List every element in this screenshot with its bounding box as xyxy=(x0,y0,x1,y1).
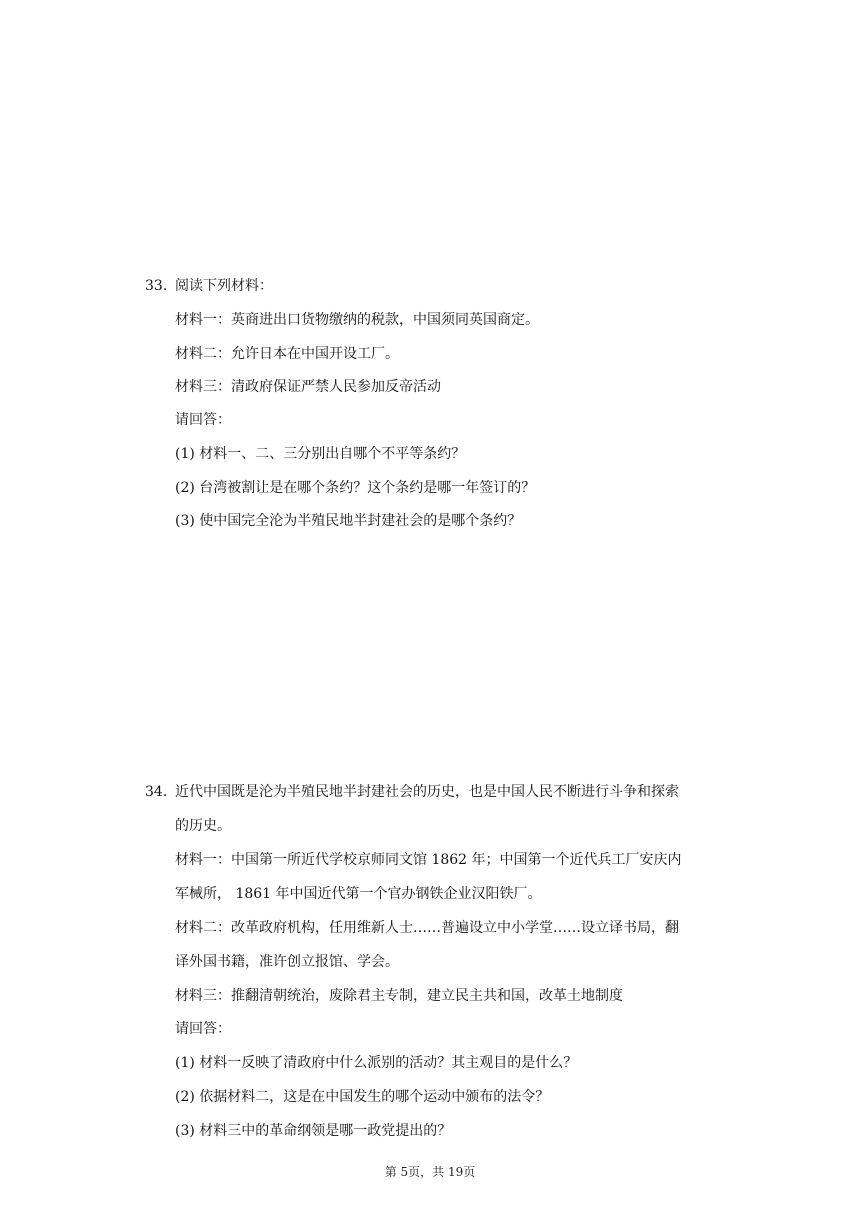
question-34-prompt: 请回答： xyxy=(175,1021,231,1037)
page-number: 第 5页，共 19页 xyxy=(384,1165,476,1179)
question-33-subquestion-3: (3) 使中国完全沦为半殖民地半封建社会的是哪个条约？ xyxy=(175,513,522,529)
question-33-material-1: 材料一：英商进出口货物缴纳的税款，中国须同英国商定。 xyxy=(175,312,539,328)
question-34-material-line-4: 译外国书籍，准许创立报馆、学会。 xyxy=(175,954,399,970)
question-34-material-line-1: 材料一：中国第一所近代学校京师同文馆 1862 年；中国第一个近代兵工厂安庆内 xyxy=(175,852,682,868)
question-34-number: 34. xyxy=(145,784,168,800)
page-footer xyxy=(0,1164,860,1180)
question-34-subquestion-3: (3) 材料三中的革命纲领是哪一政党提出的？ xyxy=(175,1123,452,1139)
question-34-material-line-5: 材料三：推翻清朝统治，废除君主专制，建立民主共和国，改革土地制度 xyxy=(175,988,623,1004)
question-33-number: 33. xyxy=(145,278,168,294)
question-33-stem: 阅读下列材料： xyxy=(175,278,273,294)
question-34-subquestion-1: (1) 材料一反映了清政府中什么派别的活动？其主观目的是什么？ xyxy=(175,1055,578,1071)
question-33-material-3: 材料三：清政府保证严禁人民参加反帝活动 xyxy=(175,379,441,395)
question-33-subquestion-1: (1) 材料一、二、三分别出自哪个不平等条约？ xyxy=(175,446,466,462)
question-33-material-2: 材料二：允许日本在中国开设工厂。 xyxy=(175,346,399,362)
question-34-stem-line-2: 的历史。 xyxy=(175,818,231,834)
question-34-stem-line-1: 近代中国既是沦为半殖民地半封建社会的历史，也是中国人民不断进行斗争和探索 xyxy=(175,784,679,800)
question-33-prompt: 请回答： xyxy=(175,412,231,428)
question-33-subquestion-2: (2) 台湾被割让是在哪个条约？这个条约是哪一年签订的？ xyxy=(175,480,536,496)
question-34-subquestion-2: (2) 依据材料二，这是在中国发生的哪个运动中颁布的法令？ xyxy=(175,1089,550,1105)
question-34-material-line-2: 军械所， 1861 年中国近代第一个官办钢铁企业汉阳铁厂。 xyxy=(175,886,542,902)
question-34-material-line-3: 材料二：改革政府机构，任用维新人士……普遍设立中小学堂……设立译书局，翻 xyxy=(175,920,679,936)
